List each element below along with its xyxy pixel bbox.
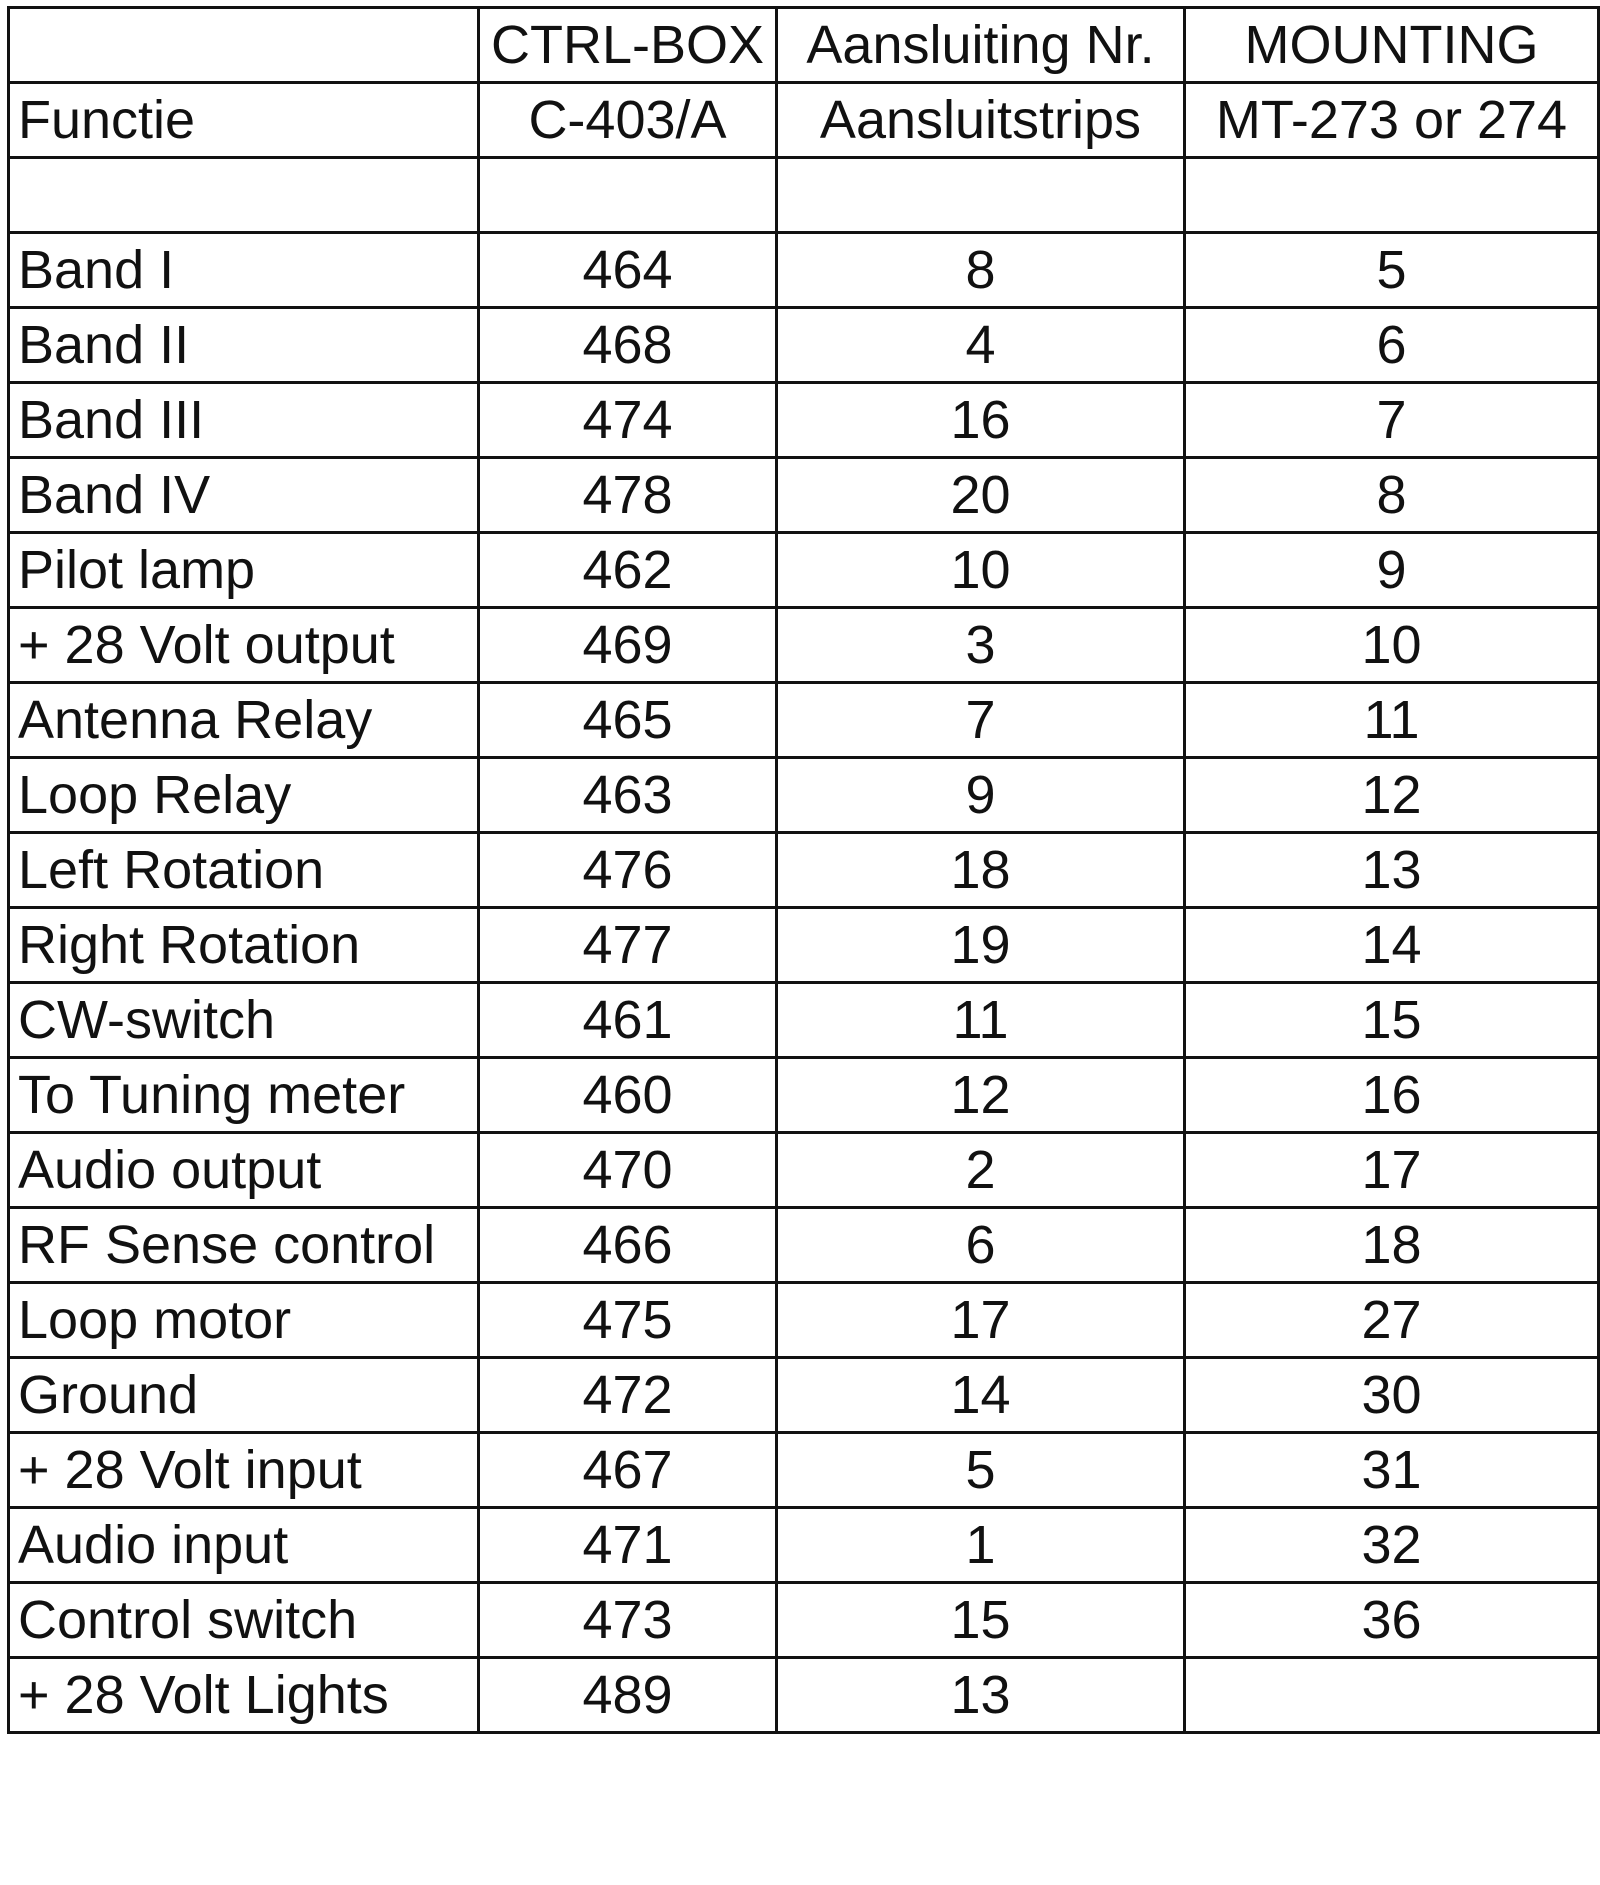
- mounting-cell: MOUNTING: [1185, 8, 1599, 83]
- table-row: [9, 833, 1599, 908]
- table-row: [9, 908, 1599, 983]
- functie-cell: CW-switch: [9, 983, 479, 1058]
- mounting-cell: [1185, 158, 1599, 233]
- mounting-cell: 32: [1185, 1508, 1599, 1583]
- ctrl-box-cell: C-403/A: [479, 83, 777, 158]
- ctrl-box-cell: 469: [479, 608, 777, 683]
- ctrl-box-cell: 465: [479, 683, 777, 758]
- table-row: [9, 233, 1599, 308]
- functie-cell: Pilot lamp: [9, 533, 479, 608]
- mounting-cell: 6: [1185, 308, 1599, 383]
- aansluiting-cell: 18: [777, 833, 1185, 908]
- mounting-cell: 30: [1185, 1358, 1599, 1433]
- functie-cell: + 28 Volt Lights: [9, 1658, 479, 1733]
- aansluiting-cell: 2: [777, 1133, 1185, 1208]
- functie-cell: + 28 Volt input: [9, 1433, 479, 1508]
- ctrl-box-cell: 464: [479, 233, 777, 308]
- ctrl-box-cell: 478: [479, 458, 777, 533]
- ctrl-box-cell: 476: [479, 833, 777, 908]
- ctrl-box-cell: 461: [479, 983, 777, 1058]
- functie-cell: Band II: [9, 308, 479, 383]
- aansluiting-cell: Aansluiting Nr.: [777, 8, 1185, 83]
- functie-cell: Loop motor: [9, 1283, 479, 1358]
- table-row: [9, 1433, 1599, 1508]
- mounting-cell: 36: [1185, 1583, 1599, 1658]
- ctrl-box-cell: 463: [479, 758, 777, 833]
- ctrl-box-cell: [479, 158, 777, 233]
- ctrl-box-cell: CTRL-BOX: [479, 8, 777, 83]
- connection-table: [7, 6, 1600, 1734]
- aansluiting-cell: 17: [777, 1283, 1185, 1358]
- mounting-cell: [1185, 1658, 1599, 1733]
- mounting-cell: 13: [1185, 833, 1599, 908]
- aansluiting-cell: 5: [777, 1433, 1185, 1508]
- aansluiting-cell: 13: [777, 1658, 1185, 1733]
- mounting-cell: 12: [1185, 758, 1599, 833]
- aansluiting-cell: 19: [777, 908, 1185, 983]
- functie-cell: Band I: [9, 233, 479, 308]
- mounting-cell: 8: [1185, 458, 1599, 533]
- mounting-cell: 31: [1185, 1433, 1599, 1508]
- mounting-cell: 9: [1185, 533, 1599, 608]
- functie-cell: Loop Relay: [9, 758, 479, 833]
- ctrl-box-cell: 474: [479, 383, 777, 458]
- table-row: [9, 683, 1599, 758]
- aansluiting-cell: 4: [777, 308, 1185, 383]
- spreadsheet-sheet: [7, 6, 1597, 1881]
- ctrl-box-cell: 466: [479, 1208, 777, 1283]
- table-row: [9, 1133, 1599, 1208]
- aansluiting-cell: 15: [777, 1583, 1185, 1658]
- header-row: [9, 8, 1599, 83]
- mounting-cell: 11: [1185, 683, 1599, 758]
- aansluiting-cell: Aansluitstrips: [777, 83, 1185, 158]
- aansluiting-cell: 6: [777, 1208, 1185, 1283]
- functie-cell: Band III: [9, 383, 479, 458]
- mounting-cell: 10: [1185, 608, 1599, 683]
- table-row: [9, 1283, 1599, 1358]
- ctrl-box-cell: 460: [479, 1058, 777, 1133]
- functie-cell: Audio input: [9, 1508, 479, 1583]
- aansluiting-cell: 7: [777, 683, 1185, 758]
- table-row: [9, 1058, 1599, 1133]
- mounting-cell: 5: [1185, 233, 1599, 308]
- functie-cell: Right Rotation: [9, 908, 479, 983]
- ctrl-box-cell: 477: [479, 908, 777, 983]
- table-row: [9, 383, 1599, 458]
- functie-cell: [9, 158, 479, 233]
- table-row: [9, 1358, 1599, 1433]
- mounting-cell: 15: [1185, 983, 1599, 1058]
- aansluiting-cell: 14: [777, 1358, 1185, 1433]
- aansluiting-cell: 16: [777, 383, 1185, 458]
- functie-cell: To Tuning meter: [9, 1058, 479, 1133]
- mounting-cell: 27: [1185, 1283, 1599, 1358]
- aansluiting-cell: 12: [777, 1058, 1185, 1133]
- table-row: [9, 983, 1599, 1058]
- aansluiting-cell: 20: [777, 458, 1185, 533]
- table-row: [9, 608, 1599, 683]
- table-row: [9, 1508, 1599, 1583]
- mounting-cell: 16: [1185, 1058, 1599, 1133]
- table-row: [9, 533, 1599, 608]
- aansluiting-cell: 3: [777, 608, 1185, 683]
- header-row: [9, 83, 1599, 158]
- ctrl-box-cell: 467: [479, 1433, 777, 1508]
- aansluiting-cell: 10: [777, 533, 1185, 608]
- functie-cell: RF Sense control: [9, 1208, 479, 1283]
- mounting-cell: 14: [1185, 908, 1599, 983]
- aansluiting-cell: 9: [777, 758, 1185, 833]
- functie-cell: Ground: [9, 1358, 479, 1433]
- mounting-cell: 7: [1185, 383, 1599, 458]
- ctrl-box-cell: 470: [479, 1133, 777, 1208]
- aansluiting-cell: [777, 158, 1185, 233]
- ctrl-box-cell: 489: [479, 1658, 777, 1733]
- table-row: [9, 308, 1599, 383]
- ctrl-box-cell: 473: [479, 1583, 777, 1658]
- ctrl-box-cell: 471: [479, 1508, 777, 1583]
- table-row: [9, 1658, 1599, 1733]
- table-row: [9, 458, 1599, 533]
- functie-cell: Control switch: [9, 1583, 479, 1658]
- functie-cell: Band IV: [9, 458, 479, 533]
- ctrl-box-cell: 468: [479, 308, 777, 383]
- mounting-cell: 18: [1185, 1208, 1599, 1283]
- functie-cell: [9, 8, 479, 83]
- table-row: [9, 758, 1599, 833]
- functie-cell: Audio output: [9, 1133, 479, 1208]
- mounting-cell: 17: [1185, 1133, 1599, 1208]
- aansluiting-cell: 8: [777, 233, 1185, 308]
- table-body: [9, 8, 1599, 1733]
- aansluiting-cell: 11: [777, 983, 1185, 1058]
- ctrl-box-cell: 475: [479, 1283, 777, 1358]
- ctrl-box-cell: 462: [479, 533, 777, 608]
- table-row: [9, 1208, 1599, 1283]
- mounting-cell: MT-273 or 274: [1185, 83, 1599, 158]
- functie-cell: Antenna Relay: [9, 683, 479, 758]
- functie-cell: Functie: [9, 83, 479, 158]
- ctrl-box-cell: 472: [479, 1358, 777, 1433]
- header-row: [9, 158, 1599, 233]
- table-row: [9, 1583, 1599, 1658]
- functie-cell: + 28 Volt output: [9, 608, 479, 683]
- functie-cell: Left Rotation: [9, 833, 479, 908]
- aansluiting-cell: 1: [777, 1508, 1185, 1583]
